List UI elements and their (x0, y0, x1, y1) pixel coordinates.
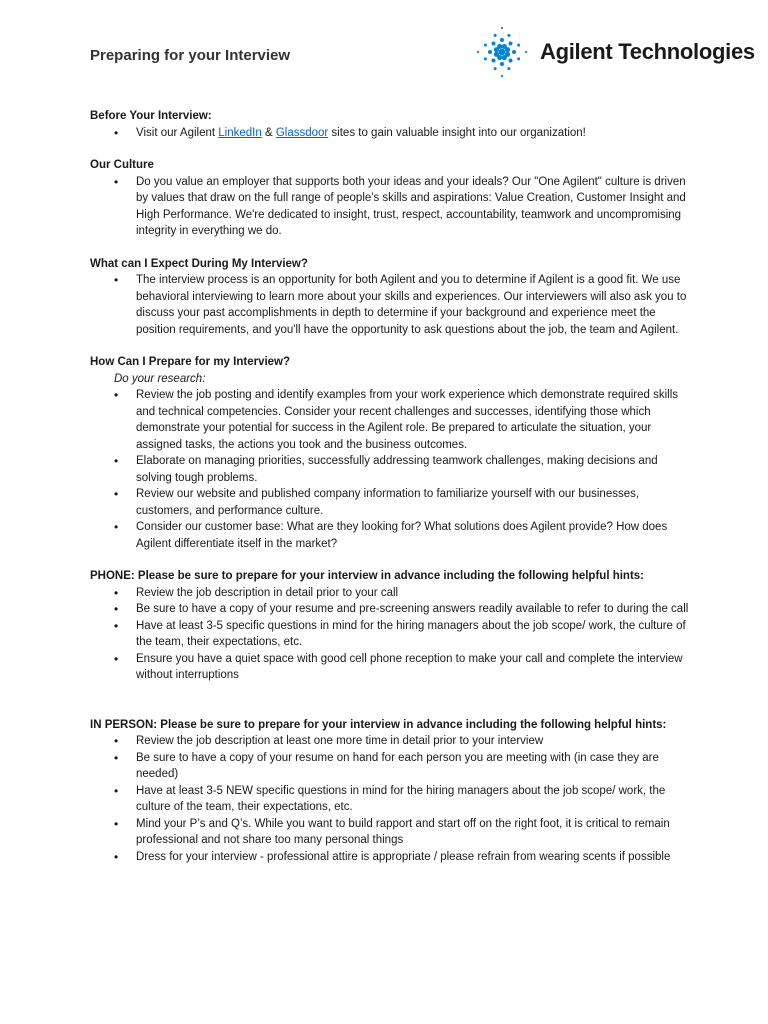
list-item: • Mind your P’s and Q’s. While you want to build rapport and start off on the right foot, it is critical to remain professional and not share too many personal things (90, 816, 690, 849)
text-span: & (261, 126, 276, 139)
list-item: • Have at least 3-5 specific questions in mind for the hiring managers about the job scope/ work, the culture of the team, their expectations, etc. (90, 618, 690, 651)
section-in-person-interview (90, 717, 690, 866)
section-heading: Our Culture (90, 159, 154, 171)
section-before-interview (90, 108, 690, 141)
section-heading: PHONE: Please be sure to prepare for your interview in advance including the following helpful hints: (90, 570, 645, 582)
agilent-spark-logo-icon (474, 24, 530, 80)
bullet-list (90, 387, 690, 552)
list-item: • Ensure you have a quiet space with good cell phone reception to make your call and complete the interview without interruptions (90, 651, 690, 684)
bullet-list (90, 585, 690, 684)
section-heading: How Can I Prepare for my Interview? (90, 356, 291, 368)
list-item (90, 125, 690, 142)
linkedin-link[interactable]: LinkedIn (218, 126, 262, 139)
list-item: • Review the job posting and identify examples from your work experience which demonstrate required skills and technical competencies. Consider your recent challenges and successes, identifying those which demonstrate your potential for success in the Agilent role. Be prepared to articulate the situation, your assigned tasks, the actions you took and the business outcomes. (90, 387, 690, 453)
bullet-list (90, 174, 690, 240)
section-phone-interview (90, 568, 690, 684)
list-item: • The interview process is an opportunity for both Agilent and you to determine if Agilent is a good fit. We use behavioral interviewing to learn more about your skills and experiences. Our interviewers will also ask you to discuss your past accomplishments in depth to determine if your background and experience meet the position requirements, and you'll have the opportunity to ask questions about the job, the team and Agilent. (90, 272, 690, 338)
list-item: • Be sure to have a copy of your resume and pre-screening answers readily available to refer to during the call (90, 601, 690, 618)
section-heading: What can I Expect During My Interview? (90, 257, 308, 270)
bullet-list (90, 272, 690, 338)
document-body (90, 108, 690, 881)
section-what-to-expect (90, 256, 690, 339)
list-item: • Dress for your interview - professional attire is appropriate / please refrain from wearing scents if possible (90, 849, 690, 866)
list-item: • Review the job description in detail prior to your call (90, 585, 690, 602)
text-span: Visit our Agilent (136, 126, 219, 139)
page-title: Preparing for your Interview (90, 47, 291, 64)
list-item: • Have at least 3-5 NEW specific questions in mind for the hiring managers about the job scope/ work, the culture of the team, their expectations, etc. (90, 783, 690, 816)
list-item: • Be sure to have a copy of your resume on hand for each person you are meeting with (in case they are needed) (90, 750, 690, 783)
section-subheading: Do your research: (114, 372, 206, 385)
list-item: • Review our website and published company information to familiarize yourself with our businesses, customers, and performance culture. (90, 486, 690, 519)
company-logo (474, 24, 755, 80)
glassdoor-link[interactable]: Glassdoor (275, 126, 329, 139)
section-heading: IN PERSON: Please be sure to prepare for your interview in advance including the following helpful hints: (90, 718, 667, 731)
bullet-list (90, 125, 690, 142)
section-heading: Before Your Interview: (90, 110, 212, 122)
text-span: sites to gain valuable insight into our organization! (328, 126, 586, 139)
list-item: • Elaborate on managing priorities, successfully addressing teamwork challenges, making decisions and solving tough problems. (90, 453, 690, 486)
list-item: • Do you value an employer that supports both your ideas and your ideals? Our "One Agilent" culture is driven by values that draw on the full range of people's skills and aspirations: Value Creation, Customer Insight and High Performance. We're dedicated to insight, trust, respect, accountability, teamwork and uncompromising integrity in everything we do. (90, 174, 690, 240)
logo-text: Agilent Technologies (540, 38, 755, 64)
section-how-to-prepare (90, 354, 690, 552)
section-our-culture (90, 157, 690, 240)
bullet-list (90, 733, 690, 865)
list-item: • Review the job description at least one more time in detail prior to your interview (90, 733, 690, 750)
list-item: • Consider our customer base: What are they looking for? What solutions does Agilent provide? How does Agilent differentiate itself in the market? (90, 519, 690, 552)
